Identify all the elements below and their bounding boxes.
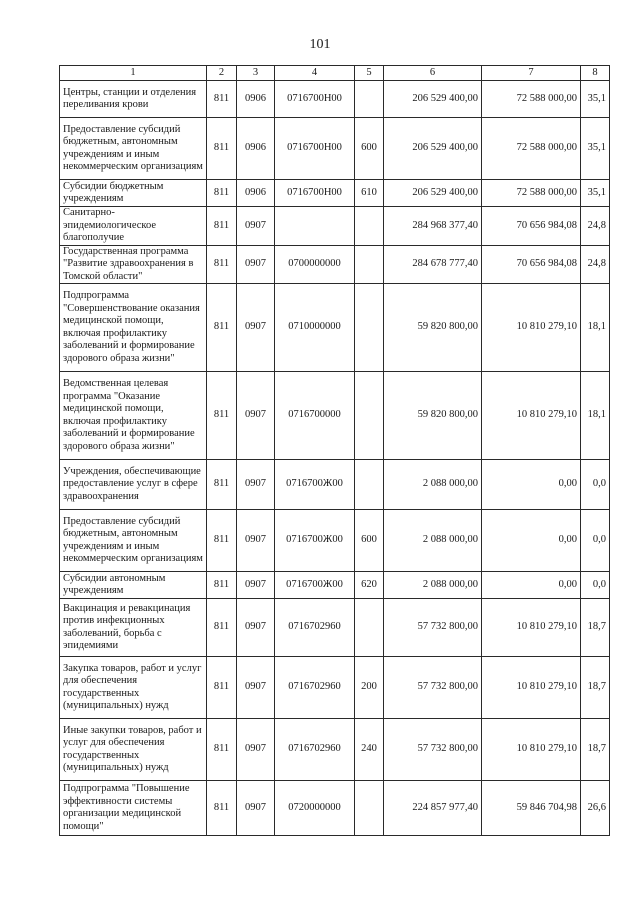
row-ministry-code: 811: [207, 719, 237, 781]
row-section-code: 0907: [237, 657, 275, 719]
row-section-code: 0907: [237, 572, 275, 599]
row-percent: 35,1: [581, 118, 610, 180]
row-actual-amount: 72 588 000,00: [482, 81, 581, 118]
row-percent: 35,1: [581, 81, 610, 118]
table-row: [60, 207, 610, 246]
row-plan-amount: 224 857 977,40: [384, 781, 482, 836]
table-row: [60, 284, 610, 372]
row-section-code: 0907: [237, 207, 275, 246]
table-row: [60, 599, 610, 657]
row-actual-amount: 0,00: [482, 510, 581, 572]
row-section-code: 0907: [237, 372, 275, 460]
row-expense-type: [355, 372, 384, 460]
row-expense-type: [355, 460, 384, 510]
row-expense-type: [355, 284, 384, 372]
row-target-code: [275, 207, 355, 246]
row-expense-type: [355, 599, 384, 657]
row-name: Санитарно-эпидемиологическое благополучие: [60, 207, 207, 246]
row-ministry-code: 811: [207, 245, 237, 284]
header-cell: 4: [275, 66, 355, 81]
table-row: [60, 118, 610, 180]
row-percent: 24,8: [581, 207, 610, 246]
row-actual-amount: 10 810 279,10: [482, 372, 581, 460]
table-row: [60, 372, 610, 460]
row-actual-amount: 0,00: [482, 460, 581, 510]
row-actual-amount: 72 588 000,00: [482, 180, 581, 207]
row-ministry-code: 811: [207, 118, 237, 180]
row-name: Учреждения, обеспечивающие предоставление услуг в сфере здравоохранения: [60, 460, 207, 510]
row-ministry-code: 811: [207, 781, 237, 836]
row-plan-amount: 2 088 000,00: [384, 460, 482, 510]
header-cell: 1: [60, 66, 207, 81]
row-target-code: 0716700Н00: [275, 180, 355, 207]
row-percent: 18,1: [581, 372, 610, 460]
table-row: [60, 81, 610, 118]
row-ministry-code: 811: [207, 372, 237, 460]
table-header-row: [60, 66, 610, 81]
row-expense-type: 620: [355, 572, 384, 599]
row-plan-amount: 57 732 800,00: [384, 657, 482, 719]
row-percent: 18,7: [581, 719, 610, 781]
row-name: Ведомственная целевая программа "Оказание медицинской помощи, включая профилактику заболеваний и формирование здорового образа жизни": [60, 372, 207, 460]
row-name: Центры, станции и отделения переливания крови: [60, 81, 207, 118]
header-cell: 2: [207, 66, 237, 81]
row-percent: 18,7: [581, 599, 610, 657]
row-section-code: 0907: [237, 460, 275, 510]
row-plan-amount: 57 732 800,00: [384, 719, 482, 781]
row-plan-amount: 284 678 777,40: [384, 245, 482, 284]
row-plan-amount: 59 820 800,00: [384, 284, 482, 372]
row-expense-type: [355, 207, 384, 246]
row-percent: 26,6: [581, 781, 610, 836]
row-ministry-code: 811: [207, 207, 237, 246]
row-actual-amount: 70 656 984,08: [482, 207, 581, 246]
row-percent: 0,0: [581, 572, 610, 599]
row-actual-amount: 10 810 279,10: [482, 719, 581, 781]
page-number: 101: [309, 37, 331, 52]
row-expense-type: 200: [355, 657, 384, 719]
row-name: Закупка товаров, работ и услуг для обеспечения государственных (муниципальных) нужд: [60, 657, 207, 719]
row-actual-amount: 10 810 279,10: [482, 657, 581, 719]
row-expense-type: 610: [355, 180, 384, 207]
row-actual-amount: 0,00: [482, 572, 581, 599]
row-percent: 24,8: [581, 245, 610, 284]
row-name: Предоставление субсидий бюджетным, автономным учреждениям и иным некоммерческим организациям: [60, 510, 207, 572]
row-expense-type: [355, 245, 384, 284]
table-row: [60, 510, 610, 572]
row-section-code: 0907: [237, 599, 275, 657]
row-target-code: 0716700Ж00: [275, 572, 355, 599]
header-cell: 8: [581, 66, 610, 81]
table-row: [60, 657, 610, 719]
row-target-code: 0716702960: [275, 657, 355, 719]
row-ministry-code: 811: [207, 284, 237, 372]
row-name: Субсидии бюджетным учреждениям: [60, 180, 207, 207]
row-expense-type: 600: [355, 118, 384, 180]
row-name: Подпрограмма "Повышение эффективности системы организации медицинской помощи": [60, 781, 207, 836]
row-expense-type: [355, 81, 384, 118]
row-plan-amount: 206 529 400,00: [384, 118, 482, 180]
row-section-code: 0907: [237, 284, 275, 372]
row-actual-amount: 10 810 279,10: [482, 599, 581, 657]
row-name: Подпрограмма "Совершенствование оказания медицинской помощи, включая профилактику заболеваний и формирование здорового образа жизни": [60, 284, 207, 372]
row-plan-amount: 206 529 400,00: [384, 81, 482, 118]
header-cell: 7: [482, 66, 581, 81]
row-section-code: 0907: [237, 245, 275, 284]
row-actual-amount: 59 846 704,98: [482, 781, 581, 836]
row-percent: 35,1: [581, 180, 610, 207]
row-plan-amount: 284 968 377,40: [384, 207, 482, 246]
row-section-code: 0907: [237, 510, 275, 572]
row-target-code: 0716700Н00: [275, 118, 355, 180]
row-section-code: 0907: [237, 719, 275, 781]
row-ministry-code: 811: [207, 81, 237, 118]
row-target-code: 0716702960: [275, 599, 355, 657]
row-name: Вакцинация и ревакцинация против инфекционных заболеваний, борьба с эпидемиями: [60, 599, 207, 657]
row-plan-amount: 57 732 800,00: [384, 599, 482, 657]
row-section-code: 0907: [237, 781, 275, 836]
row-target-code: 0710000000: [275, 284, 355, 372]
row-name: Предоставление субсидий бюджетным, автономным учреждениям и иным некоммерческим организациям: [60, 118, 207, 180]
table-row: [60, 460, 610, 510]
table-row: [60, 245, 610, 284]
row-plan-amount: 2 088 000,00: [384, 510, 482, 572]
row-section-code: 0906: [237, 81, 275, 118]
row-ministry-code: 811: [207, 599, 237, 657]
row-ministry-code: 811: [207, 657, 237, 719]
row-percent: 18,7: [581, 657, 610, 719]
row-percent: 18,1: [581, 284, 610, 372]
row-name: Государственная программа "Развитие здравоохранения в Томской области": [60, 245, 207, 284]
header-cell: 5: [355, 66, 384, 81]
row-ministry-code: 811: [207, 460, 237, 510]
row-expense-type: 600: [355, 510, 384, 572]
row-percent: 0,0: [581, 510, 610, 572]
table-row: [60, 180, 610, 207]
header-cell: 3: [237, 66, 275, 81]
row-actual-amount: 72 588 000,00: [482, 118, 581, 180]
row-name: Иные закупки товаров, работ и услуг для обеспечения государственных (муниципальных) нужд: [60, 719, 207, 781]
row-ministry-code: 811: [207, 510, 237, 572]
row-target-code: 0700000000: [275, 245, 355, 284]
row-actual-amount: 10 810 279,10: [482, 284, 581, 372]
row-target-code: 0716702960: [275, 719, 355, 781]
row-plan-amount: 59 820 800,00: [384, 372, 482, 460]
row-section-code: 0906: [237, 118, 275, 180]
table-row: [60, 572, 610, 599]
row-target-code: 0720000000: [275, 781, 355, 836]
row-ministry-code: 811: [207, 572, 237, 599]
row-plan-amount: 206 529 400,00: [384, 180, 482, 207]
row-plan-amount: 2 088 000,00: [384, 572, 482, 599]
row-actual-amount: 70 656 984,08: [482, 245, 581, 284]
row-expense-type: [355, 781, 384, 836]
header-cell: 6: [384, 66, 482, 81]
row-percent: 0,0: [581, 460, 610, 510]
row-expense-type: 240: [355, 719, 384, 781]
row-target-code: 0716700000: [275, 372, 355, 460]
budget-table: [59, 65, 610, 836]
table-row: [60, 719, 610, 781]
row-name: Субсидии автономным учреждениям: [60, 572, 207, 599]
row-target-code: 0716700Ж00: [275, 510, 355, 572]
row-target-code: 0716700Н00: [275, 81, 355, 118]
row-ministry-code: 811: [207, 180, 237, 207]
row-target-code: 0716700Ж00: [275, 460, 355, 510]
table-row: [60, 781, 610, 836]
row-section-code: 0906: [237, 180, 275, 207]
